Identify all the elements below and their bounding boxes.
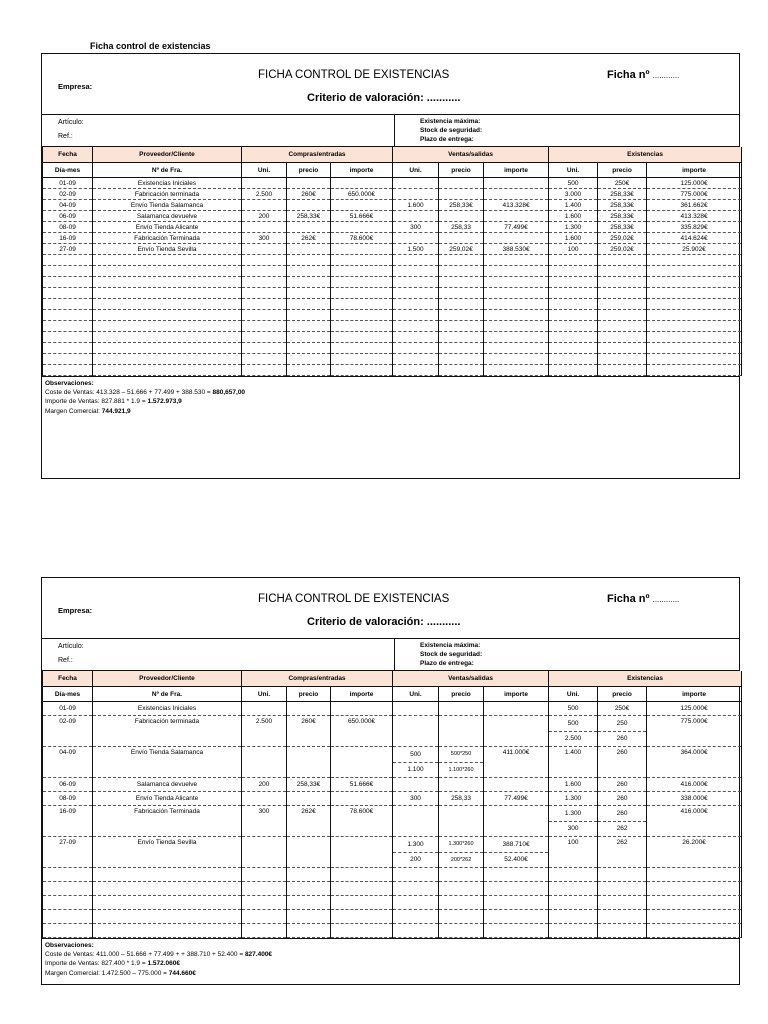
col-importe: importe: [484, 163, 549, 178]
margen-comercial: Margen Comercial: 744.921,9: [45, 407, 131, 415]
col-ventas: Ventas/salidas: [393, 147, 549, 163]
coste-ventas: Coste de Ventas: 411.000 – 51.666 + 77.499 + + 388.710 + 52.400 = 827.400€: [45, 951, 273, 959]
col-dia-mes: Día-mes: [43, 687, 93, 702]
empty-row: [43, 354, 742, 365]
table-row: 08-09 Envío Tienda Alicante 300 258,33 77.499€ 1.300 260 338.000€: [43, 792, 742, 806]
empty-row: [43, 310, 742, 321]
table-row: 01-09 Existencias Iniciales 500 250€ 125.000€: [43, 178, 742, 189]
col-ventas: Ventas/salidas: [393, 671, 549, 687]
observaciones: [42, 376, 739, 418]
ficha-number: [607, 593, 679, 605]
table-row: 02-09 Fabricación terminada 2.500 260€ 650.000€ 500 250 775.000€: [43, 716, 742, 732]
observaciones: [42, 938, 739, 980]
article-block: [42, 115, 739, 147]
ficha-label: Ficha nº: [607, 593, 650, 605]
ref-label: Ref.:: [58, 657, 73, 664]
ficha-label: Ficha nº: [607, 69, 650, 81]
col-existencias: Existencias: [549, 671, 742, 687]
col-precio: precio: [598, 687, 647, 702]
coste-ventas: Coste de Ventas: 413.328 – 51.666 + 77.499 + 388.530 = 880,657,00: [45, 389, 246, 397]
existencia-maxima-label: Existencia máxima:: [420, 118, 481, 125]
table-row: 200 200*262 52.400€: [43, 852, 742, 868]
stock-table: [42, 671, 742, 938]
col-precio: precio: [287, 163, 331, 178]
empresa-label: Empresa:: [58, 606, 93, 615]
col-proveedor: Proveedor/Cliente: [93, 147, 242, 163]
col-dia-mes: Día-mes: [43, 163, 93, 178]
articulo-label: Artículo:: [58, 119, 84, 126]
margen-comercial: Margen Comercial: 1.472.500 – 775.000 = 744.660€: [45, 969, 196, 977]
table-row: 01-09 Existencias Iniciales 500 250€ 125.000€: [43, 702, 742, 716]
empty-row: [43, 321, 742, 332]
empty-row: [43, 288, 742, 299]
table-row: 06-09 Salamanca devuelve 200 258,33€ 51.666€ 1.600 260 416.000€: [43, 778, 742, 792]
criterio-label: Criterio de valoración: ...........: [307, 616, 461, 628]
ficha-dots: ............: [652, 71, 680, 80]
table-row: 04-09 Envío Tienda Salamanca 500 500*250 411.000€ 1.400 260 364.000€: [43, 747, 742, 763]
stock-table: [42, 147, 742, 376]
empty-row: [43, 299, 742, 310]
plazo-entrega-label: Plazo de entrega:: [420, 136, 474, 143]
table-row: 02-09 Fabricación terminada 2.500 260€ 650.000€ 3.000 258,33€ 775.000€: [43, 189, 742, 200]
table-row: 27-09 Envío Tienda Sevilla 1.300 1.300*260 388.710€ 100 262 26.200€: [43, 837, 742, 853]
ficha-number: [607, 69, 679, 81]
table-row: 08-09 Envío Tienda Alicante 300 258,33 77.499€ 1.300 258,33€ 335.829€: [43, 222, 742, 233]
empty-row: [43, 882, 742, 896]
col-n-fra: Nº de Fra.: [93, 687, 242, 702]
card-title: FICHA CONTROL DE EXISTENCIAS: [258, 69, 450, 81]
table-row: 06-09 Salamanca devuelve 200 258,33€ 51.666€ 1.600 258,33€ 413.328€: [43, 211, 742, 222]
importe-ventas: Importe de Ventas: 827.400 * 1.9 = 1.572.060€: [45, 960, 180, 968]
plazo-entrega-label: Plazo de entrega:: [420, 660, 474, 667]
col-precio: precio: [598, 163, 647, 178]
observaciones-title: Observaciones:: [45, 942, 94, 949]
article-block: [42, 639, 739, 671]
empty-row: [43, 266, 742, 277]
existencia-maxima-label: Existencia máxima:: [420, 642, 481, 649]
table-row: 16-09 Fabricación Terminada 300 262€ 78.600€ 1.600 259,02€ 414.624€: [43, 233, 742, 244]
table-row: 2.500 260: [43, 731, 742, 747]
col-importe: importe: [647, 687, 742, 702]
document-title: Ficha control de existencias: [90, 41, 211, 51]
col-precio: precio: [439, 163, 484, 178]
table-row: 27-09 Envío Tienda Sevilla 1.500 259,02€ 388.530€ 100 259,02€ 25.902€: [43, 244, 742, 255]
col-precio: precio: [287, 687, 331, 702]
stock-seguridad-label: Stock de seguridad:: [420, 651, 483, 658]
table-row: 1.100 1.100*260: [43, 762, 742, 778]
col-uni: Uni.: [393, 687, 439, 702]
col-uni: Uni.: [242, 687, 287, 702]
empty-row: [43, 277, 742, 288]
empty-row: [43, 896, 742, 910]
col-importe: importe: [647, 163, 742, 178]
table-row: 04-09 Envío Tienda Salamanca 1.600 258,33€ 413.328€ 1.400 258,33€ 361.662€: [43, 200, 742, 211]
col-compras: Compras/entradas: [242, 147, 393, 163]
empty-row: [43, 365, 742, 376]
col-precio: precio: [439, 687, 484, 702]
criterio-label: Criterio de valoración: ...........: [307, 92, 461, 104]
col-importe: importe: [331, 163, 393, 178]
col-existencias: Existencias: [549, 147, 742, 163]
empty-row: [43, 255, 742, 266]
table-row: 16-09 Fabricación Terminada 300 262€ 78.600€ 1.300 260 416.000€: [43, 806, 742, 822]
ficha-dots: ............: [652, 595, 680, 604]
col-uni: Uni.: [393, 163, 439, 178]
empresa-label: Empresa:: [58, 82, 93, 91]
card-header: [42, 578, 739, 639]
empty-row: [43, 868, 742, 882]
observaciones-title: Observaciones:: [45, 380, 94, 387]
col-uni: Uni.: [549, 687, 598, 702]
col-uni: Uni.: [242, 163, 287, 178]
col-fecha: Fecha: [43, 671, 93, 687]
ref-label: Ref.:: [58, 133, 73, 140]
stock-card-1: [41, 53, 740, 479]
col-importe: importe: [331, 687, 393, 702]
stock-card-2: [41, 577, 740, 985]
stock-seguridad-label: Stock de seguridad:: [420, 127, 483, 134]
empty-row: [43, 343, 742, 354]
empty-row: [43, 332, 742, 343]
empty-row: [43, 924, 742, 938]
card-title: FICHA CONTROL DE EXISTENCIAS: [258, 593, 450, 605]
col-importe: importe: [484, 687, 549, 702]
empty-row: [43, 910, 742, 924]
col-uni: Uni.: [549, 163, 598, 178]
table-row: 300 262: [43, 821, 742, 837]
articulo-label: Artículo:: [58, 643, 84, 650]
col-n-fra: Nº de Fra.: [93, 163, 242, 178]
card-header: [42, 54, 739, 115]
col-fecha: Fecha: [43, 147, 93, 163]
col-proveedor: Proveedor/Cliente: [93, 671, 242, 687]
col-compras: Compras/entradas: [242, 671, 393, 687]
importe-ventas: Importe de Ventas: 827.881 * 1.9 = 1.572.973,9: [45, 398, 182, 406]
